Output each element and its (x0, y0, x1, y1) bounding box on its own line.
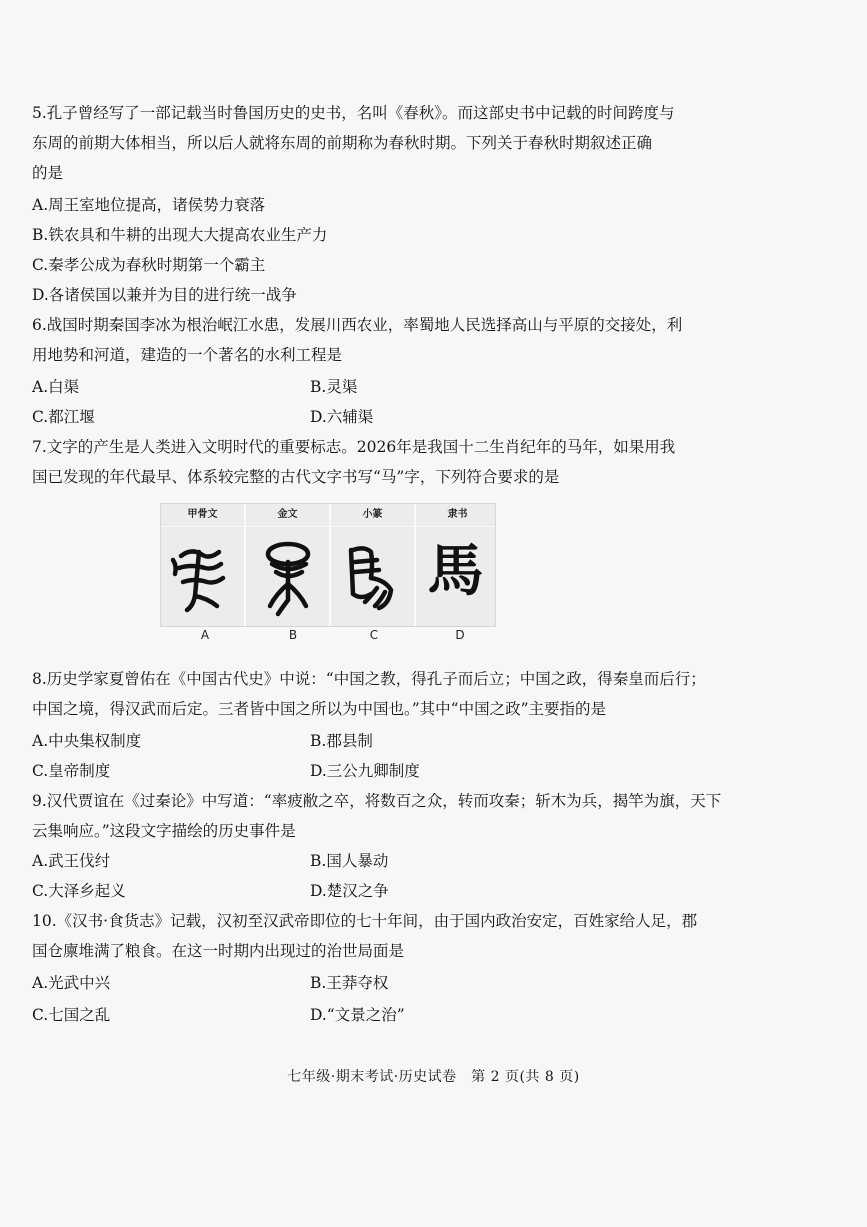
question-10-line-1: 10.《汉书·食货志》记载，汉初至汉武帝即位的七十年间，由于国内政治安定，百姓家给人足，郡 (32, 912, 698, 930)
question-8-option-b: B.郡县制 (310, 732, 373, 750)
question-9-option-d: D.楚汉之争 (310, 882, 389, 900)
figure-label-c: C (369, 628, 379, 642)
question-6-option-d: D.六辅渠 (310, 408, 374, 426)
question-10-option-d: D.“文景之治” (310, 1006, 405, 1024)
question-7-stem (32, 432, 847, 492)
question-6-line-2: 用地势和河道，建造的一个著名的水利工程是 (32, 346, 343, 364)
question-5-line-2: 东周的前期大体相当，所以后人就将东周的前期称为春秋时期。下列关于春秋时期叙述正确 (32, 134, 653, 152)
question-9-stem (32, 786, 847, 846)
question-5-line-1: 5.孔子曾经写了一部记载当时鲁国历史的史书，名叫《春秋》。而这部史书中记载的时间跨度与 (32, 104, 675, 122)
question-10-option-a: A.光武中兴 (32, 974, 111, 992)
question-8-option-a: A.中央集权制度 (32, 732, 142, 750)
figure-label-d: D (455, 628, 465, 642)
question-7-line-1: 7.文字的产生是人类进入文明时代的重要标志。2026年是我国十二生肖纪年的马年，如果用我 (32, 438, 676, 456)
figure-cell-clerical (416, 504, 499, 626)
bronze-horse-glyph (246, 534, 329, 620)
question-10-option-b: B.王莽夺权 (310, 974, 389, 992)
question-5-option-c: C.秦孝公成为春秋时期第一个霸主 (32, 256, 266, 274)
question-5-stem (32, 98, 847, 188)
question-9-line-2: 云集响应。”这段文字描绘的历史事件是 (32, 822, 296, 840)
figure-header-small-seal: 小篆 (362, 509, 383, 520)
question-5-option-b: B.铁农具和牛耕的出现大大提高农业生产力 (32, 226, 328, 244)
figure-label-b: B (288, 628, 298, 642)
question-8-line-1: 8.历史学家夏曾佑在《中国古代史》中说：“中国之教，得孔子而后立；中国之政，得秦皇而后行； (32, 670, 706, 688)
question-9-option-a: A.武王伐纣 (32, 852, 111, 870)
figure-cell-oracle-bone (161, 504, 244, 626)
page-footer: 七年级·期末考试·历史试卷 第 2 页(共 8 页) (287, 1069, 580, 1085)
question-6-option-c: C.都江堰 (32, 408, 95, 426)
question-5-option-a: A.周王室地位提高，诸侯势力衰落 (32, 196, 266, 214)
question-5-option-d: D.各诸侯国以兼并为目的进行统一战争 (32, 286, 297, 304)
question-9-option-b: B.国人暴动 (310, 852, 389, 870)
figure-label-a: A (200, 628, 210, 642)
question-8-line-2: 中国之境，得汉武而后定。三者皆中国之所以为中国也。”其中“中国之政”主要指的是 (32, 700, 607, 718)
question-10-stem (32, 906, 847, 966)
figure-cell-small-seal (331, 504, 414, 626)
figure-cell-bronze (246, 504, 329, 626)
question-7-line-2: 国已发现的年代最早、体系较完整的古代文字书写“马”字，下列符合要求的是 (32, 468, 560, 486)
question-8-option-c: C.皇帝制度 (32, 762, 111, 780)
question-6-line-1: 6.战国时期秦国李冰为根治岷江水患，发展川西农业，率蜀地人民选择高山与平原的交接处，利 (32, 316, 683, 334)
question-10-line-2: 国仓廪堆满了粮食。在这一时期内出现过的治世局面是 (32, 942, 405, 960)
oracle-bone-horse-glyph (161, 534, 244, 620)
question-9-option-c: C.大泽乡起义 (32, 882, 126, 900)
question-6-stem (32, 310, 847, 370)
question-9-line-1: 9.汉代贾谊在《过秦论》中写道：“率疲敝之卒，将数百之众，转而攻秦；斩木为兵，揭竿为旗，天下 (32, 792, 722, 810)
question-6-option-a: A.白渠 (32, 378, 80, 396)
question-8-option-d: D.三公九卿制度 (310, 762, 420, 780)
question-8-stem (32, 664, 847, 724)
figure-header-oracle-bone: 甲骨文 (187, 509, 218, 520)
clerical-horse-glyph: 馬 (427, 538, 484, 604)
question-10-option-c: C.七国之乱 (32, 1006, 111, 1024)
figure-header-bronze: 金文 (277, 509, 298, 520)
question-5-line-3: 的是 (32, 164, 64, 182)
question-6-option-b: B.灵渠 (310, 378, 358, 396)
figure-header-clerical: 隶书 (447, 509, 468, 520)
small-seal-horse-glyph (331, 534, 414, 620)
horse-character-figure (160, 503, 496, 627)
